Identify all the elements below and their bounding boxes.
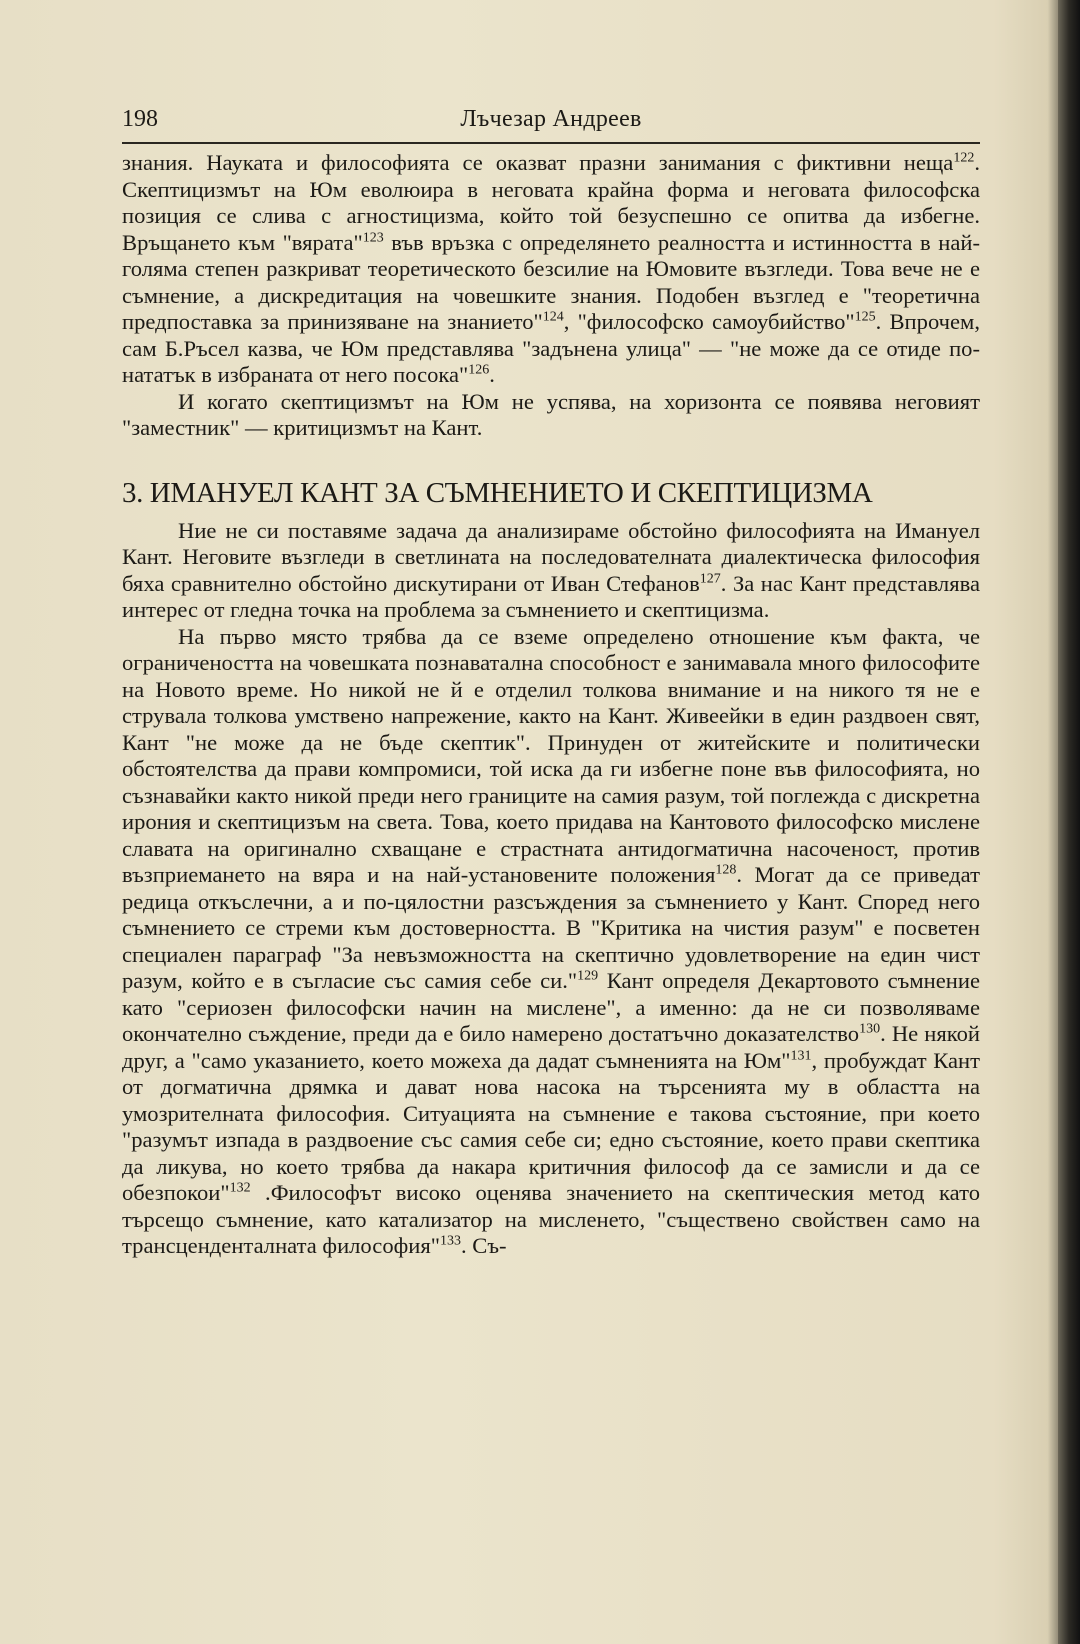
page-number: 198 [122, 106, 158, 132]
text-run: На първо място трябва да се вземе определено отношение към факта, че ограничеността на човешката познаватална способност е занимавала много философите на Новото време. Но никой не й е отделил толкова внимание и на никого тя не е струвала толкова умствено напрежение, както на Кант. Живеейки в един раздвоен свят, Кант "не може да не бъде скептик". Принуден от житейските и политически обстоятелства да прави компромиси, той иска да ги избегне поне във философията, но съзнавайки както никой преди него границите на самия разум, той поглежда с дискретна ирония и скептицизъм на света. Това, което придава на Кантовото философско мислене славата на оригинално схващане е страстната антидогматична насоченост, против възприемането на вяра и на най-установените положения [122, 623, 980, 887]
text-run: . Не някой друг, а "само указанието, което можеха да дадат съмненията на Юм" [122, 1021, 980, 1073]
text-run: . Съ- [460, 1233, 507, 1258]
text-run: , пробуждат Кант от догматична дрямка и дават нова насока на търсенията му в областта на умозрителната философия. Ситуацията на съмнение е такова състояние, при което "разумът изпада в раздвоение със самия себе си; едно състояние, което прави скептика да ликува, но което трябва да накара критичния философ да се замисли и да се обезпокои" [122, 1047, 980, 1205]
text-run: , "философско самоубийство" [563, 309, 855, 334]
text-run: знания. Науката и философията се оказват празни занимания с фиктивни неща [122, 150, 954, 175]
footnote-ref: 131 [790, 1047, 812, 1063]
header-rule [122, 142, 980, 144]
footnote-ref: 129 [577, 968, 599, 984]
text-run: във връзка с определянето реалността и истинността в най-голяма степен разкриват теоретическото безсилие на Юмовите възгледи. Това вече не е съмнение, а дискредитация на човешките знания. Подобен възглед е "теоретична предпоставка за принизяване на знанието" [122, 229, 980, 334]
text-run: . Впрочем, сам Б.Ръсел казва, че Юм представлява "задънена улица" — "не може да се отиде по-нататък в избраната от него посока" [122, 309, 980, 387]
footnote-ref: 126 [468, 362, 490, 378]
footnote-ref: 130 [859, 1021, 881, 1037]
paragraph [122, 624, 980, 1260]
text-run: . Могат да се приведат редица откъслечни, а и по-цялостни разсъждения за съмнението у Кант. Според него съмнението се стреми към достоверността. В "Критика на чистия разум" е посветен специален параграф "За невъзможността на скептично удовлетворение на един чист разум, който е в съгласие със самия себе си." [122, 862, 980, 993]
footnote-ref: 127 [699, 570, 721, 586]
footnote-ref: 132 [229, 1180, 251, 1196]
footnote-ref: 124 [542, 309, 564, 325]
footnote-ref: 128 [715, 862, 737, 878]
text-run: . За нас Кант представлява интерес от гледна точка на проблема за съмнението и скептицизма. [122, 570, 981, 622]
text-run: . Скептицизмът на Юм еволюира в неговата крайна форма и неговата философска позиция се слива с агностицизма, който той безуспешно се опитва да избегне. Връщането към "вярата" [122, 150, 980, 255]
body-text [122, 150, 980, 1260]
paragraph [122, 150, 980, 389]
paragraph [122, 518, 980, 624]
paragraph [122, 389, 980, 442]
footnote-ref: 133 [439, 1233, 461, 1249]
footnote-ref: 125 [854, 309, 876, 325]
section-title: 3. ИМАНУЕЛ КАНТ ЗА СЪМНЕНИЕТО И СКЕПТИЦИЗМА [122, 476, 873, 509]
text-run: .Философът високо оценява значението на скептическия метод като търсещо съмнение, като катализатор на мисленето, "съществено свойствен само на трансценденталната философия" [122, 1180, 980, 1258]
running-head: Лъчезар Андреев [460, 106, 642, 132]
page-header [122, 106, 980, 138]
text-run: И когато скептицизмът на Юм не успява, на хоризонта се появява неговият "заместник" — критицизмът на Кант. [122, 388, 980, 440]
text-run: Кант определя Декартовото съмнение като "сериозен философски начин на мислене", а именно: да не си позволяваме окончателно съждение, преди да е било намерено достатъчно доказателство [122, 968, 980, 1046]
footnote-ref: 122 [953, 150, 975, 166]
text-run: Ние не си поставяме задача да анализираме обстойно философията на Имануел Кант. Неговите възгледи в светлината на последователната диалектическа философия бяха сравнително обстойно дискутирани от Иван Стефанов [122, 517, 980, 596]
text-run: . [489, 362, 495, 387]
footnote-ref: 123 [362, 229, 384, 245]
book-spine-shadow [1058, 0, 1080, 1644]
